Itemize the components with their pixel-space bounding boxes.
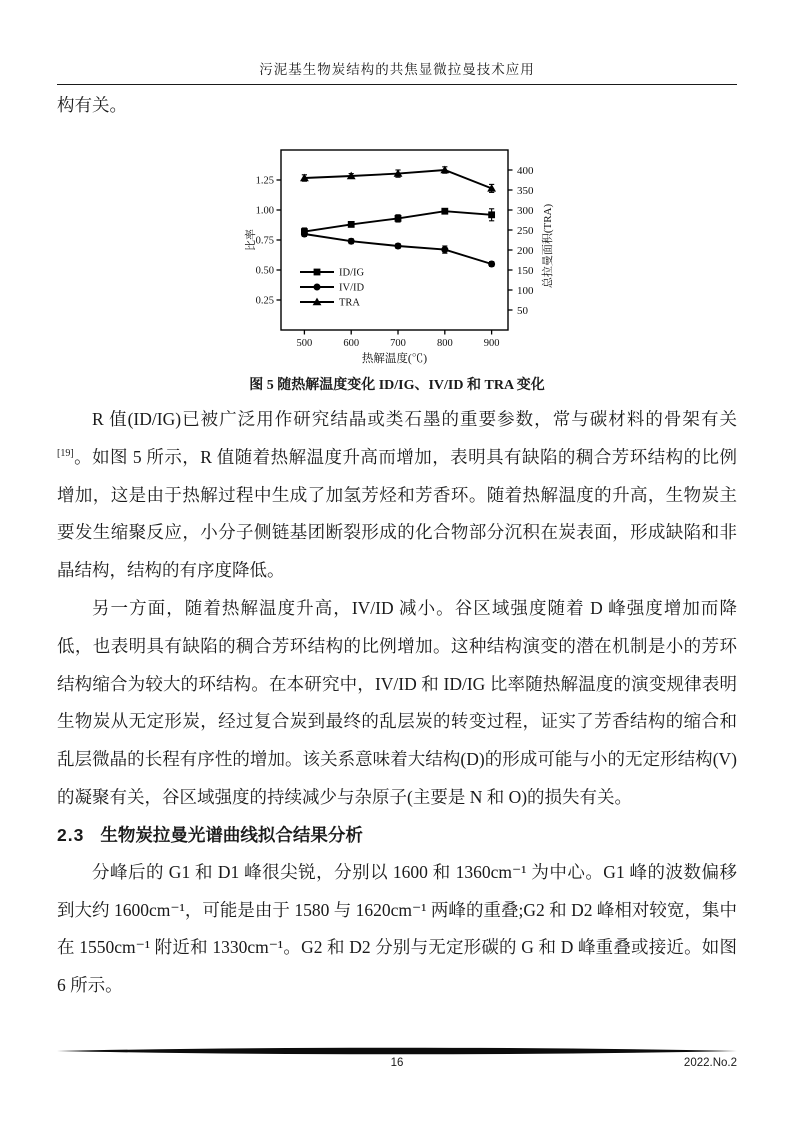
svg-text:比率: 比率 — [245, 229, 257, 251]
svg-text:0.75: 0.75 — [255, 235, 274, 247]
svg-text:1.00: 1.00 — [255, 205, 274, 217]
header-rule — [57, 84, 737, 85]
svg-text:ID/IG: ID/IG — [339, 267, 365, 279]
running-header-title: 污泥基生物炭结构的共焦显微拉曼技术应用 — [259, 62, 535, 77]
svg-text:300: 300 — [517, 204, 534, 217]
figure5 — [244, 146, 624, 366]
section-title: 生物炭拉曼光谱曲线拟合结果分析 — [100, 824, 363, 845]
paragraph-1-text-cont: 。如图 5 所示，R 值随着热解温度升高而增加，表明具有缺陷的稠合芳环结构的比例增加，这是由于热解过程中生成了加氢芳烃和芳香环。随着热解温度的升高，生物炭主要发生缩聚反应，小分子侧链基团断裂形成的化合物部分沉积在炭表面，形成缺陷和非晶结构，结构的有序度降低。 — [57, 446, 737, 581]
page-number: 16 — [390, 1057, 404, 1069]
svg-text:250: 250 — [517, 224, 534, 237]
svg-text:350: 350 — [517, 184, 534, 197]
svg-text:0.25: 0.25 — [255, 295, 274, 307]
footer-rule — [57, 1047, 737, 1055]
figure5-chart-svg — [244, 146, 624, 366]
paragraph-2: 另一方面，随着热解温度升高，IV/ID 减小。谷区域强度随着 D 峰强度增加而降低，也表明具有缺陷的稠合芳环结构的比例增加。这种结构演变的潜在机制是小的芳环结构缩合为较大的环结构。在本研究中，IV/ID 和 ID/IG 比率随热解温度的演变规律表明生物炭从无定形炭，经过复合炭到最终的乱层炭的转变过程，证实了芳香结构的缩合和乱层微晶的长程有序性的增加。该关系意味着大结构(D)的形成可能与小的无定形结构(V)的凝聚有关，谷区域强度的持续减少与杂原子(主要是 N 和 O)的损失有关。 — [57, 597, 737, 807]
section-heading-2-3 — [57, 817, 737, 854]
svg-text:热解温度(℃): 热解温度(℃) — [361, 353, 428, 365]
section-number: 2.3 — [57, 824, 85, 845]
svg-text:700: 700 — [390, 338, 406, 349]
svg-text:400: 400 — [517, 164, 534, 177]
carryover-text-line: 构有关。 — [57, 95, 127, 115]
paragraph-3: 分峰后的 G1 和 D1 峰很尖锐，分别以 1600 和 1360cm⁻¹ 为中心。G1 峰的波数偏移到大约 1600cm⁻¹，可能是由于 1580 与 1620cm⁻¹ 两峰的重叠;G2 和 D2 峰相对较宽，集中在 1550cm⁻¹ 附近和 1330cm⁻¹。G2 和 D2 分别与无定形碳的 G 和 D 峰重叠或接近。如图 6 所示。 — [57, 861, 737, 996]
svg-text:600: 600 — [343, 338, 360, 349]
svg-text:0.50: 0.50 — [255, 265, 274, 277]
citation-superscript: [19] — [57, 447, 74, 459]
svg-text:200: 200 — [517, 244, 534, 257]
svg-text:50: 50 — [517, 304, 528, 317]
body-text — [57, 401, 737, 1005]
svg-text:1.25: 1.25 — [255, 175, 274, 187]
issue-label: 2022.No.2 — [683, 1057, 737, 1069]
svg-text:800: 800 — [436, 338, 453, 349]
svg-text:总拉曼面积(TRA): 总拉曼面积(TRA) — [542, 203, 554, 289]
figure5-caption: 图 5 随热解温度变化 ID/IG、IV/ID 和 TRA 变化 — [249, 378, 545, 393]
svg-text:TRA: TRA — [339, 297, 360, 309]
svg-text:100: 100 — [517, 284, 534, 297]
paragraph-1 — [57, 401, 737, 590]
paragraph-1-text: R 值(ID/IG)已被广泛用作研究结晶或类石墨的重要参数，常与碳材料的骨架有关 — [92, 409, 737, 429]
svg-text:150: 150 — [517, 264, 534, 277]
svg-text:900: 900 — [483, 338, 500, 349]
svg-text:IV/ID: IV/ID — [339, 282, 365, 294]
svg-text:500: 500 — [296, 338, 313, 349]
